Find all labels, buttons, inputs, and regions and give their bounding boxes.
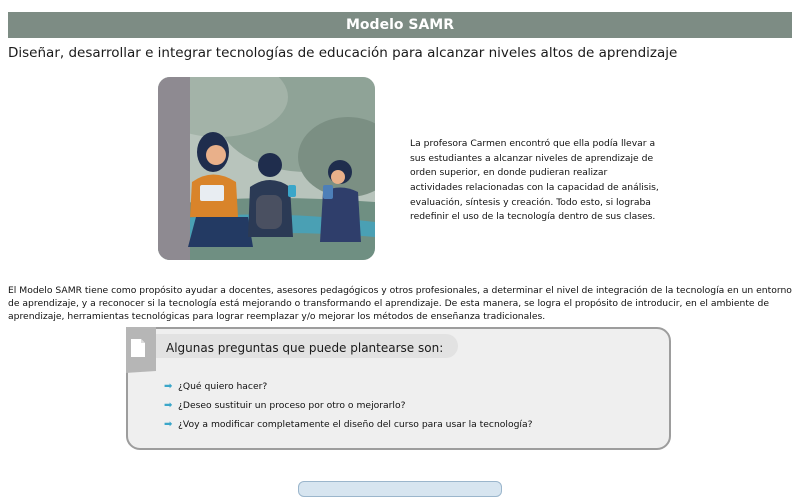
questions-list [164, 377, 533, 434]
students-illustration [158, 77, 375, 260]
questions-box [126, 327, 671, 450]
body-text: El Modelo SAMR tiene como propósito ayudar a docentes, asesores pedagógicos y otros profesionales, a determinar el nivel de integración de la tecnología en un entorno de aprendizaje, y a reconocer si la tecnología está mejorando o transformando el aprendizaje. De esta manera, se logra el propósito de introducir, en el ambiente de aprendizaje, herramientas tecnológicas para lograr reemplazar y/o mejorar los métodos de enseñanza tradicionales. [8, 285, 792, 323]
document-icon [126, 327, 156, 373]
question-text: ¿Deseo sustituir un proceso por otro o mejorarlo? [178, 400, 406, 411]
list-item [164, 415, 533, 434]
question-text: ¿Qué quiero hacer? [178, 381, 268, 392]
question-text: ¿Voy a modificar completamente el diseño del curso para usar la tecnología? [178, 419, 533, 430]
next-button[interactable] [298, 481, 502, 497]
page-title: Modelo SAMR [346, 17, 454, 33]
intro-text: La profesora Carmen encontró que ella podía llevar a sus estudiantes a alcanzar niveles de aprendizaje de orden superior, en donde pudieran realizar actividades relacionadas con la capacidad de análisis, evaluación, síntesis y creación. Todo esto, si lograba redefinir el uso de la tecnología dentro de sus clases. [410, 138, 659, 223]
students-illustration-svg [158, 77, 375, 260]
arrow-right-icon: ➡ [164, 419, 173, 430]
list-item [164, 396, 533, 415]
arrow-right-icon: ➡ [164, 381, 173, 392]
questions-title: Algunas preguntas que puede plantearse son: [166, 341, 444, 355]
list-item [164, 377, 533, 396]
arrow-right-icon: ➡ [164, 400, 173, 411]
page-subtitle: Diseñar, desarrollar e integrar tecnologías de educación para alcanzar niveles altos de aprendizaje [8, 45, 678, 61]
header-bar [8, 12, 792, 38]
